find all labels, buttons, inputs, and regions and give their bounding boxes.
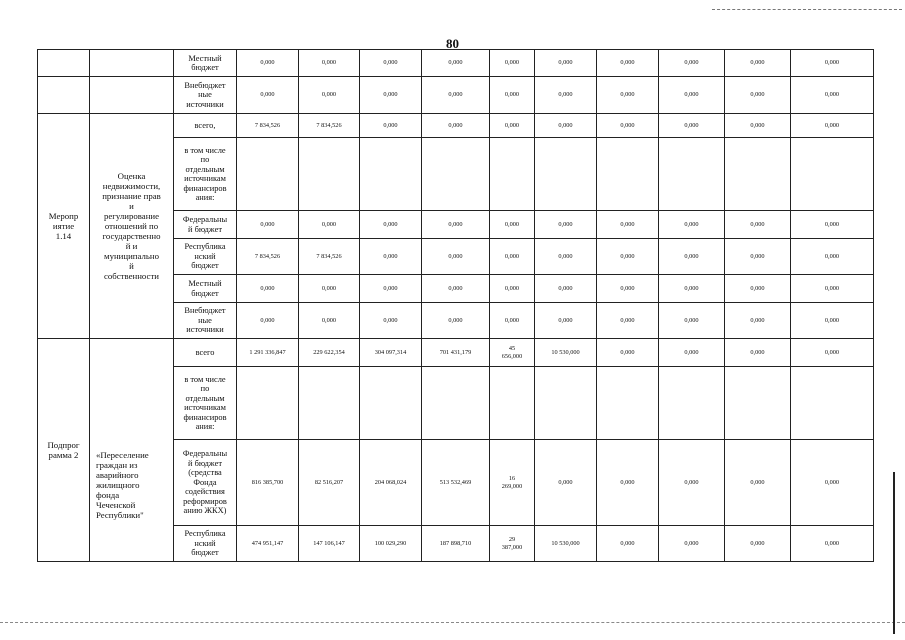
name-cell-empty [90,77,174,114]
value-cell: 29 387,000 [490,526,535,562]
value-cell [791,138,874,211]
funding-source-cell: Республика нский бюджет [174,526,237,562]
value-cell [535,367,597,440]
budget-table [37,49,874,562]
value-cell: 0,000 [422,114,490,138]
value-cell [237,367,299,440]
value-cell [659,367,725,440]
value-cell: 0,000 [725,114,791,138]
table-row [38,77,874,114]
value-cell: 45 656,000 [490,339,535,367]
value-cell: 0,000 [360,211,422,239]
scan-edge-right [893,472,895,634]
value-cell: 0,000 [791,303,874,339]
value-cell: 701 431,179 [422,339,490,367]
funding-source-cell: Федеральны й бюджет [174,211,237,239]
value-cell: 0,000 [597,211,659,239]
table-row [38,50,874,77]
value-cell: 0,000 [725,303,791,339]
funding-source-cell: в том числе по отдельным источникам финансиров ания: [174,138,237,211]
value-cell: 187 898,710 [422,526,490,562]
value-cell: 0,000 [237,211,299,239]
value-cell: 147 106,147 [299,526,360,562]
value-cell: 7 834,526 [299,114,360,138]
funding-source-cell: в том числе по отдельным источникам финансиров ания: [174,367,237,440]
value-cell: 0,000 [597,526,659,562]
value-cell: 0,000 [659,303,725,339]
value-cell: 513 532,469 [422,440,490,526]
page-number: 80 [446,36,459,51]
value-cell: 0,000 [659,339,725,367]
value-cell: 204 068,024 [360,440,422,526]
funding-source-cell: Республика нский бюджет [174,239,237,275]
value-cell: 0,000 [791,440,874,526]
table-row [38,339,874,367]
value-cell: 474 951,147 [237,526,299,562]
value-cell [299,138,360,211]
value-cell: 816 385,700 [237,440,299,526]
value-cell: 0,000 [791,275,874,303]
value-cell: 0,000 [360,114,422,138]
value-cell: 0,000 [597,114,659,138]
value-cell: 0,000 [659,526,725,562]
value-cell: 0,000 [597,239,659,275]
value-cell [299,367,360,440]
value-cell: 0,000 [360,239,422,275]
value-cell: 0,000 [659,239,725,275]
funding-source-cell: Федеральны й бюджет (средства Фонда содействия реформиров анию ЖКХ) [174,440,237,526]
value-cell: 0,000 [659,114,725,138]
value-cell [597,367,659,440]
value-cell: 0,000 [597,50,659,77]
value-cell: 0,000 [597,303,659,339]
value-cell: 0,000 [791,239,874,275]
value-cell: 0,000 [237,50,299,77]
value-cell: 0,000 [422,50,490,77]
value-cell: 0,000 [659,275,725,303]
funding-source-cell: всего [174,339,237,367]
value-cell: 7 834,526 [299,239,360,275]
value-cell: 0,000 [725,339,791,367]
value-cell: 0,000 [597,440,659,526]
value-cell [422,367,490,440]
value-cell: 0,000 [422,211,490,239]
scan-edge-top [712,9,902,10]
value-cell: 0,000 [597,275,659,303]
value-cell [659,138,725,211]
value-cell: 0,000 [791,114,874,138]
table-row [38,114,874,138]
value-cell: 0,000 [360,303,422,339]
value-cell: 304 097,314 [360,339,422,367]
value-cell: 0,000 [725,239,791,275]
value-cell [535,138,597,211]
value-cell: 0,000 [659,211,725,239]
value-cell: 0,000 [237,275,299,303]
activity-name: Оценка недвижимости, признание прав и регулирование отношений по государственно й и муниципально й собственности [90,114,174,339]
subprogram-label: Подпрог рамма 2 [38,339,90,562]
value-cell: 0,000 [791,526,874,562]
value-cell: 0,000 [659,50,725,77]
value-cell: 0,000 [659,77,725,114]
value-cell: 0,000 [791,50,874,77]
value-cell: 0,000 [725,50,791,77]
value-cell [791,367,874,440]
funding-source-cell: Местный бюджет [174,275,237,303]
value-cell: 0,000 [597,339,659,367]
value-cell: 0,000 [659,440,725,526]
value-cell: 0,000 [422,77,490,114]
value-cell: 0,000 [237,77,299,114]
value-cell [422,138,490,211]
funding-source-cell: Внебюджет ные источники [174,303,237,339]
funding-source-cell: Местный бюджет [174,50,237,77]
value-cell: 0,000 [725,440,791,526]
value-cell: 0,000 [725,77,791,114]
value-cell: 10 530,000 [535,526,597,562]
value-cell: 0,000 [299,275,360,303]
value-cell: 0,000 [490,303,535,339]
value-cell: 0,000 [490,50,535,77]
value-cell: 1 291 336,847 [237,339,299,367]
value-cell: 0,000 [535,275,597,303]
value-cell: 0,000 [299,50,360,77]
value-cell: 0,000 [422,239,490,275]
value-cell: 7 834,526 [237,114,299,138]
value-cell: 0,000 [535,50,597,77]
value-cell: 0,000 [791,211,874,239]
value-cell [597,138,659,211]
funding-source-cell: всего, [174,114,237,138]
value-cell: 0,000 [535,114,597,138]
value-cell: 0,000 [422,275,490,303]
name-cell-empty [90,50,174,77]
value-cell [360,367,422,440]
value-cell: 0,000 [535,239,597,275]
value-cell [237,138,299,211]
value-cell [490,367,535,440]
value-cell: 0,000 [490,211,535,239]
value-cell: 229 622,354 [299,339,360,367]
value-cell [360,138,422,211]
value-cell: 0,000 [490,239,535,275]
value-cell: 16 269,000 [490,440,535,526]
value-cell: 0,000 [535,303,597,339]
value-cell: 0,000 [237,303,299,339]
value-cell: 0,000 [535,77,597,114]
value-cell [725,138,791,211]
value-cell [725,367,791,440]
value-cell: 0,000 [360,275,422,303]
value-cell: 0,000 [725,526,791,562]
value-cell: 0,000 [299,77,360,114]
subprogram-name: «Переселение граждан из аварийного жилищного фонда Чеченской Республики" [90,339,174,562]
value-cell: 0,000 [535,440,597,526]
value-cell: 0,000 [535,211,597,239]
funding-source-cell: Внебюджет ные источники [174,77,237,114]
value-cell: 0,000 [360,77,422,114]
value-cell: 0,000 [299,303,360,339]
value-cell: 0,000 [360,50,422,77]
value-cell: 0,000 [791,339,874,367]
value-cell: 0,000 [490,77,535,114]
value-cell [490,138,535,211]
value-cell: 82 516,207 [299,440,360,526]
value-cell: 0,000 [725,211,791,239]
activity-label: Меропр иятие 1.14 [38,114,90,339]
value-cell: 0,000 [791,77,874,114]
value-cell: 0,000 [422,303,490,339]
value-cell: 7 834,526 [237,239,299,275]
value-cell: 0,000 [490,114,535,138]
scan-edge-bottom [0,622,905,623]
value-cell: 0,000 [490,275,535,303]
value-cell: 100 029,290 [360,526,422,562]
label-cell-empty [38,77,90,114]
value-cell: 0,000 [299,211,360,239]
value-cell: 0,000 [725,275,791,303]
value-cell: 10 530,000 [535,339,597,367]
value-cell: 0,000 [597,77,659,114]
label-cell-empty [38,50,90,77]
